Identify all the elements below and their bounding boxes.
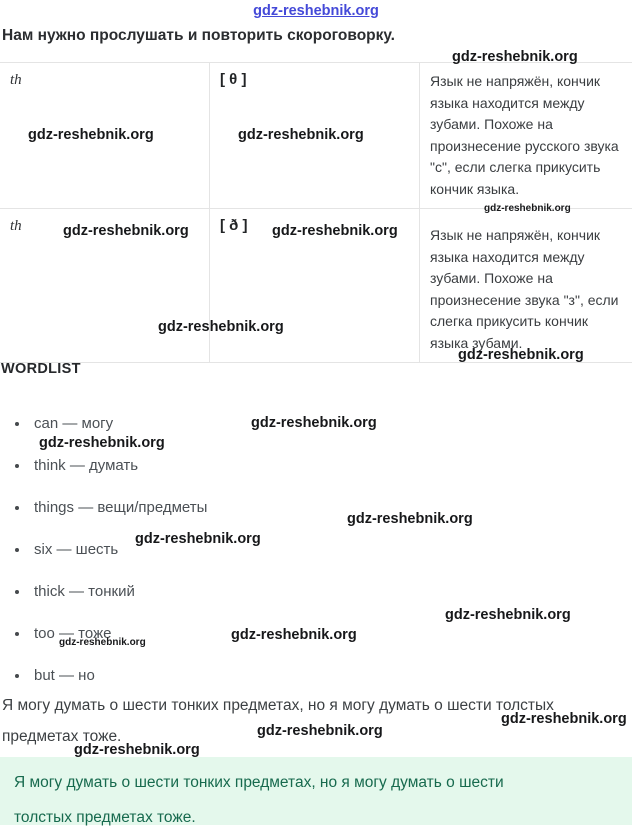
watermark: gdz-reshebnik.org	[501, 711, 627, 727]
sound-eth: [ ð ]	[220, 217, 248, 234]
watermark: gdz-reshebnik.org	[257, 723, 383, 739]
wordlist-item-text: things — вещи/предметы	[34, 499, 208, 516]
answer-highlight-block	[0, 757, 632, 825]
wordlist-item-text: six — шесть	[34, 541, 119, 558]
wordlist-item-text: thick — тонкий	[34, 583, 135, 600]
site-watermark-link[interactable]: gdz-reshebnik.org	[253, 3, 379, 19]
wordlist-item-text: but — но	[34, 667, 95, 684]
letter-th-row2: th	[10, 218, 22, 234]
sound-theta: [ θ ]	[220, 71, 247, 88]
description-cell-row2	[420, 209, 632, 363]
watermark: gdz-reshebnik.org	[238, 127, 364, 143]
wordlist-item-text: think — думать	[34, 457, 139, 474]
task-title: Нам нужно прослушать и повторить скороговорку.	[2, 27, 395, 44]
watermark: gdz-reshebnik.org	[158, 319, 284, 335]
description-text-row1: Язык не напряжён, кончик языка находится между зубами. Похоже на произнесение русского звука "с", если слегка прикусить кончик языка.	[430, 73, 619, 197]
watermark: gdz-reshebnik.org	[135, 531, 261, 547]
watermark: gdz-reshebnik.org	[484, 203, 571, 214]
watermark: gdz-reshebnik.org	[39, 435, 165, 451]
wordlist-item	[0, 664, 420, 688]
watermark: gdz-reshebnik.org	[28, 127, 154, 143]
answer-text: Я могу думать о шести тонких предметах, но я могу думать о шести толстых предметах тоже.	[14, 774, 504, 826]
watermark: gdz-reshebnik.org	[59, 637, 146, 648]
translation-paragraph: Я могу думать о шести тонких предметах, но я могу думать о шести толстых предметах тоже.	[2, 697, 554, 745]
watermark: gdz-reshebnik.org	[272, 223, 398, 239]
watermark: gdz-reshebnik.org	[347, 511, 473, 527]
wordlist-item	[0, 454, 420, 478]
wordlist-item-text: too — тоже	[34, 625, 112, 642]
wordlist	[0, 412, 420, 706]
wordlist-heading: WORDLIST	[1, 361, 81, 377]
watermark: gdz-reshebnik.org	[63, 223, 189, 239]
description-cell-row1	[420, 63, 632, 209]
watermark: gdz-reshebnik.org	[445, 607, 571, 623]
wordlist-item-text: can — могу	[34, 415, 114, 432]
wordlist-item	[0, 580, 420, 604]
watermark: gdz-reshebnik.org	[231, 627, 357, 643]
watermark: gdz-reshebnik.org	[251, 415, 377, 431]
letter-th-row1: th	[10, 72, 22, 88]
watermark: gdz-reshebnik.org	[452, 49, 578, 65]
watermark: gdz-reshebnik.org	[74, 742, 200, 758]
watermark: gdz-reshebnik.org	[458, 347, 584, 363]
description-text-row2: Язык не напряжён, кончик языка находится между зубами. Похоже на произнесение звука "з", если слегка прикусить кончик языка зубами.	[430, 227, 619, 351]
